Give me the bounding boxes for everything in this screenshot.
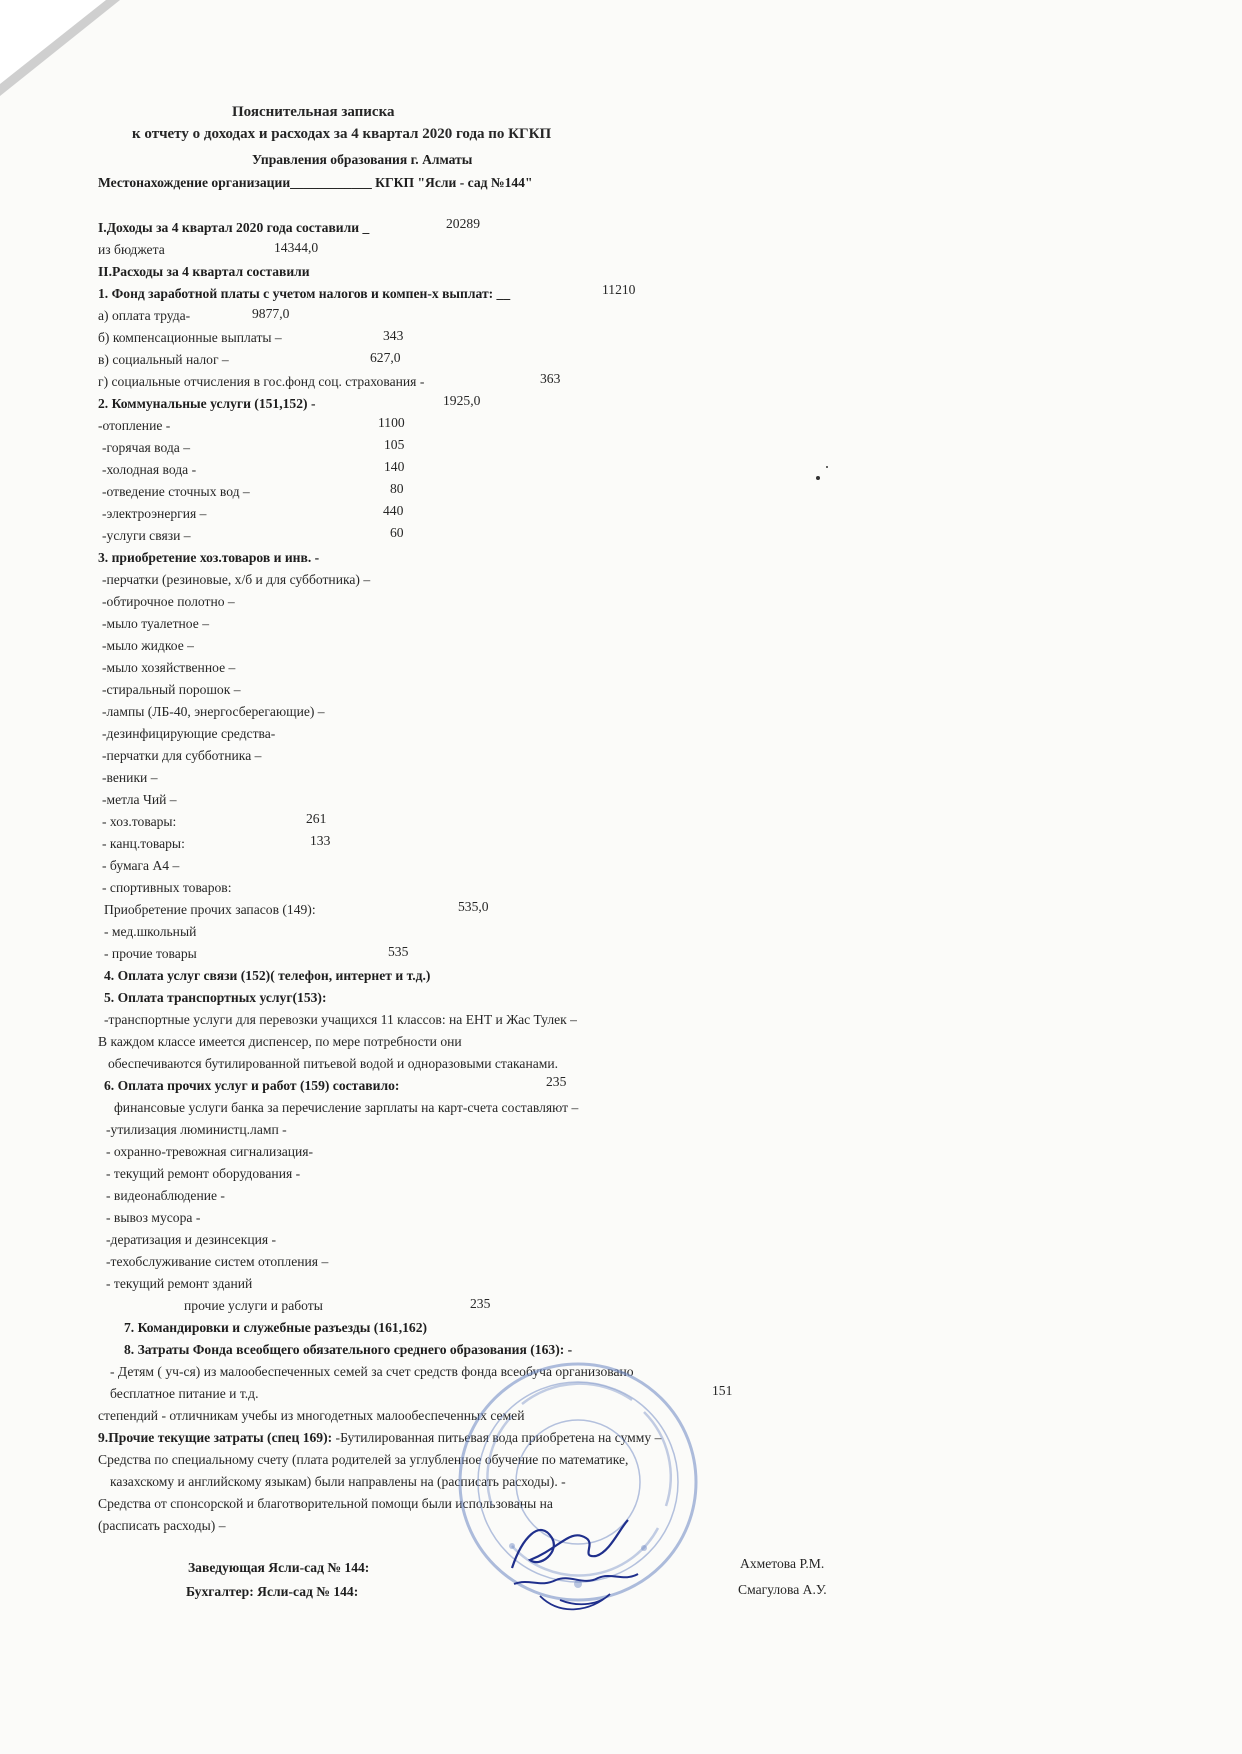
service-item: - текущий ремонт зданий: [106, 1276, 253, 1291]
utility-item-value: 105: [384, 437, 405, 452]
salary-item-value: 343: [383, 328, 404, 343]
utility-item-value: 60: [390, 525, 404, 540]
utilities-value: 1925,0: [443, 393, 481, 408]
salary-value: 11210: [602, 282, 636, 297]
travel-label: 7. Командировки и служебные разъезды (161,162): [124, 1320, 428, 1335]
other-costs-line: (расписать расходы) –: [98, 1518, 226, 1533]
salary-item-label: в) социальный налог –: [98, 352, 229, 367]
other-costs-line: казахскому и английскому языкам) были направлены на (расписать расходы). -: [110, 1474, 566, 1489]
goods-label: 3. приобретение хоз.товаров и инв. -: [98, 550, 320, 565]
goods-item: -лампы (ЛБ-40, энергосберегающие) –: [102, 704, 325, 719]
other-costs-line: Средства от спонсорской и благотворительной помощи были использованы на: [98, 1496, 553, 1511]
goods-item-value: 261: [306, 811, 327, 826]
services-subtotal-label: прочие услуги и работы: [184, 1298, 323, 1313]
salary-label: 1. Фонд заработной платы с учетом налогов и компен-х выплат: __: [98, 286, 511, 301]
education-fund-label: 8. Затраты Фонда всеобщего обязательного среднего образования (163): -: [124, 1342, 573, 1357]
goods-item: -веники –: [102, 770, 158, 785]
other-supplies-label: Приобретение прочих запасов (149):: [104, 902, 316, 917]
service-item: - вывоз мусора -: [106, 1210, 201, 1225]
location-blank: ____________: [290, 175, 372, 190]
service-item: - текущий ремонт оборудования -: [106, 1166, 301, 1181]
utility-item-label: -электроэнергия –: [102, 506, 207, 521]
other-services-label: 6. Оплата прочих услуг и работ (159) составило:: [104, 1078, 400, 1093]
transport-line: В каждом классе имеется диспенсер, по мере потребности они: [98, 1034, 462, 1049]
utility-item-value: 1100: [378, 415, 405, 430]
utility-item-value: 80: [390, 481, 404, 496]
head-signature-label: Заведующая Ясли-сад № 144:: [188, 1560, 370, 1575]
communication-label: 4. Оплата услуг связи (152)( телефон, интернет и т.д.): [104, 968, 431, 983]
scan-speck: [816, 476, 820, 480]
goods-item: - спортивных товаров:: [102, 880, 232, 895]
goods-item: -перчатки (резиновые, х/б и для субботника) –: [102, 572, 371, 587]
goods-item: - хоз.товары:: [102, 814, 177, 829]
transport-line: -транспортные услуги для перевозки учащихся 11 классов: на ЕНТ и Жас Тулек –: [104, 1012, 577, 1027]
utility-item-value: 440: [383, 503, 404, 518]
accountant-name: Смагулова А.У.: [738, 1582, 827, 1597]
handwritten-signature: [500, 1508, 650, 1618]
folded-corner-inner: [0, 0, 106, 84]
document-title: Пояснительная записка: [232, 104, 395, 120]
document-subtitle: к отчету о доходах и расходах за 4 квартал 2020 года по КГКП: [132, 126, 552, 142]
goods-item: -обтирочное полотно –: [102, 594, 235, 609]
accountant-signature-label: Бухгалтер: Ясли-сад № 144:: [186, 1584, 359, 1599]
goods-item: -стиральный порошок –: [102, 682, 241, 697]
budget-value: 14344,0: [274, 240, 319, 255]
education-fund-line: бесплатное питание и т.д.: [110, 1386, 259, 1401]
utility-item-label: -горячая вода –: [102, 440, 191, 455]
goods-item-value: 133: [310, 833, 331, 848]
other-supplies-item: - мед.школьный: [104, 924, 197, 939]
services-subtotal-value: 235: [470, 1296, 491, 1311]
other-costs-line: Средства по специальному счету (плата родителей за углубленное обучение по математике,: [98, 1452, 629, 1467]
utilities-label: 2. Коммунальные услуги (151,152) -: [98, 396, 316, 411]
income-label: I.Доходы за 4 квартал 2020 года составили _: [98, 220, 370, 235]
other-costs-label: 9.Прочие текущие затраты (спец 169):: [98, 1430, 333, 1445]
other-costs-label-rest: -Бутилированная питьевая вода приобретена на сумму –: [332, 1430, 662, 1445]
other-supplies-item: - прочие товары: [104, 946, 197, 961]
service-item: - видеонаблюдение -: [106, 1188, 225, 1203]
education-fund-line: степендий - отличникам учебы из многодетных малообеспеченных семей: [98, 1408, 525, 1423]
goods-item: - бумага А4 –: [102, 858, 180, 873]
scan-speck: [826, 466, 828, 468]
goods-item: -метла Чий –: [102, 792, 177, 807]
location-label: Местонахождение организации: [98, 175, 291, 190]
organization-name: КГКП "Ясли - сад №144": [375, 175, 533, 190]
goods-item: -мыло туалетное –: [102, 616, 209, 631]
utility-item-label: -отведение сточных вод –: [102, 484, 250, 499]
service-item: -техобслуживание систем отопления –: [106, 1254, 329, 1269]
goods-item: -перчатки для субботника –: [102, 748, 262, 763]
expenses-heading: II.Расходы за 4 квартал составили: [98, 264, 310, 279]
service-item: финансовые услуги банка за перечисление зарплаты на карт-счета составляют –: [114, 1100, 579, 1115]
other-supplies-value: 535,0: [458, 899, 489, 914]
salary-item-value: 363: [540, 371, 561, 386]
utility-item-label: -услуги связи –: [102, 528, 191, 543]
service-item: - охранно-тревожная сигнализация-: [106, 1144, 314, 1159]
other-supplies-item-value: 535: [388, 944, 409, 959]
utility-item-label: -холодная вода -: [102, 462, 197, 477]
service-item: -дератизация и дезинсекция -: [106, 1232, 277, 1247]
transport-label: 5. Оплата транспортных услуг(153):: [104, 990, 327, 1005]
income-value: 20289: [446, 216, 480, 231]
goods-item: -дезинфицирующие средства-: [102, 726, 276, 741]
transport-line: обеспечиваются бутилированной питьевой водой и одноразовыми стаканами.: [108, 1056, 559, 1071]
utility-item-value: 140: [384, 459, 405, 474]
salary-item-value: 9877,0: [252, 306, 290, 321]
utility-item-label: -отопление -: [98, 418, 171, 433]
head-name: Ахметова Р.М.: [740, 1556, 825, 1571]
budget-label: из бюджета: [98, 242, 165, 257]
salary-item-value: 627,0: [370, 350, 401, 365]
service-item: -утилизация люминистц.ламп -: [106, 1122, 287, 1137]
salary-item-label: б) компенсационные выплаты –: [98, 330, 282, 345]
location-line: [98, 175, 533, 191]
goods-item: -мыло хозяйственное –: [102, 660, 236, 675]
department-line: Управления образования г. Алматы: [252, 152, 473, 167]
education-fund-value: 151: [712, 1383, 733, 1398]
salary-item-label: г) социальные отчисления в гос.фонд соц. страхования -: [98, 374, 425, 389]
salary-item-label: а) оплата труда-: [98, 308, 191, 323]
goods-item: - канц.товары:: [102, 836, 185, 851]
education-fund-line: - Детям ( уч-ся) из малообеспеченных семей за счет средств фонда всеобуча организовано: [110, 1364, 634, 1379]
other-services-value: 235: [546, 1074, 567, 1089]
goods-item: -мыло жидкое –: [102, 638, 194, 653]
